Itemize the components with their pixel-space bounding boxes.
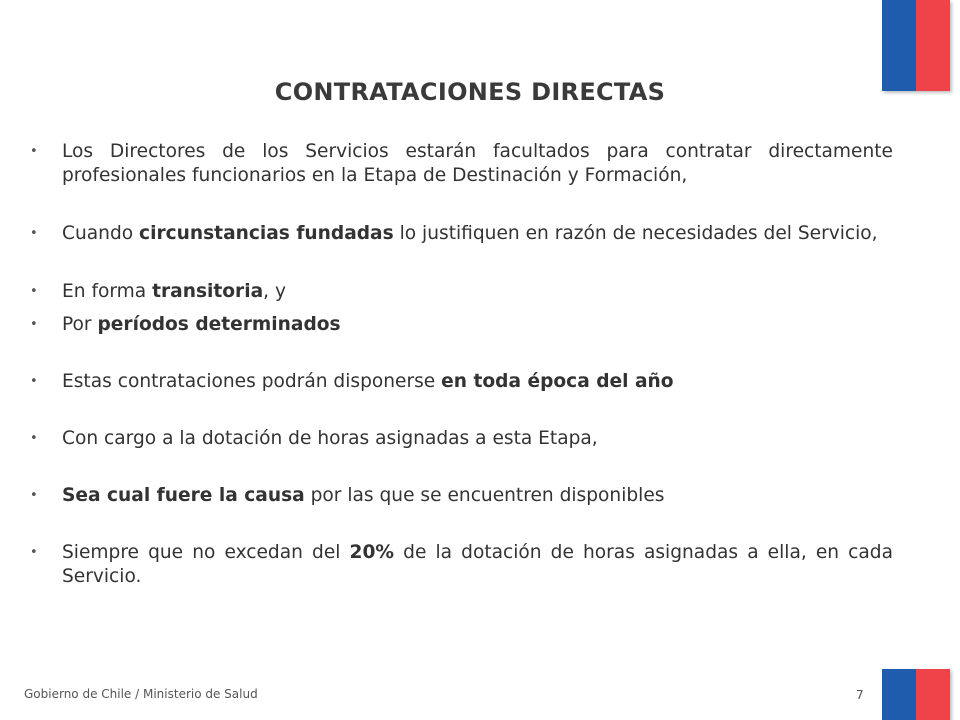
bullet-emphasis: circunstancias fundadas: [139, 223, 394, 244]
bullet-emphasis: Sea cual fuere la causa: [62, 485, 305, 506]
bullet-text: de la dotación de horas asignadas a ella, en cada Servicio.: [62, 542, 893, 587]
chile-flag-logo-bottom: [882, 669, 950, 720]
bullet-emphasis: períodos determinados: [97, 314, 341, 335]
bullet-item: [30, 370, 893, 394]
bullet-list: [30, 140, 893, 589]
bullet-emphasis: en toda época del año: [441, 371, 674, 392]
bullet-text: Siempre que no excedan del: [62, 542, 350, 563]
page-number: 7: [856, 688, 864, 702]
bullet-text: Cuando: [62, 223, 140, 244]
bullet-text: , y: [263, 281, 286, 302]
bullet-text: Estas contrataciones podrán disponerse: [62, 371, 442, 392]
bullet-item: [30, 313, 893, 337]
bullet-text: por las que se encuentren disponibles: [304, 485, 665, 506]
bullet-text: Por: [62, 314, 98, 335]
bullet-item: [30, 427, 893, 451]
bullet-text: En forma: [62, 281, 153, 302]
bullet-text: Con cargo a la dotación de horas asignadas a esta Etapa,: [62, 428, 598, 449]
footer-organization: Gobierno de Chile / Ministerio de Salud: [24, 687, 258, 701]
bullet-text: lo justifiquen en razón de necesidades del Servicio,: [393, 223, 878, 244]
bullet-item: [30, 222, 893, 246]
bullet-item: [30, 140, 893, 188]
bullet-text: Los Directores de los Servicios estarán facultados para contratar directamente profesionales funcionarios en la Etapa de Destinación y Formación,: [62, 141, 893, 186]
bullet-emphasis: 20%: [349, 542, 395, 563]
bullet-item: [30, 280, 893, 304]
flag-blue-stripe: [882, 669, 916, 720]
slide-title: CONTRATACIONES DIRECTAS: [274, 78, 666, 107]
flag-red-stripe: [916, 669, 950, 720]
bullet-item: [30, 541, 893, 589]
bullet-emphasis: transitoria: [152, 281, 264, 302]
bullet-item: [30, 484, 893, 508]
